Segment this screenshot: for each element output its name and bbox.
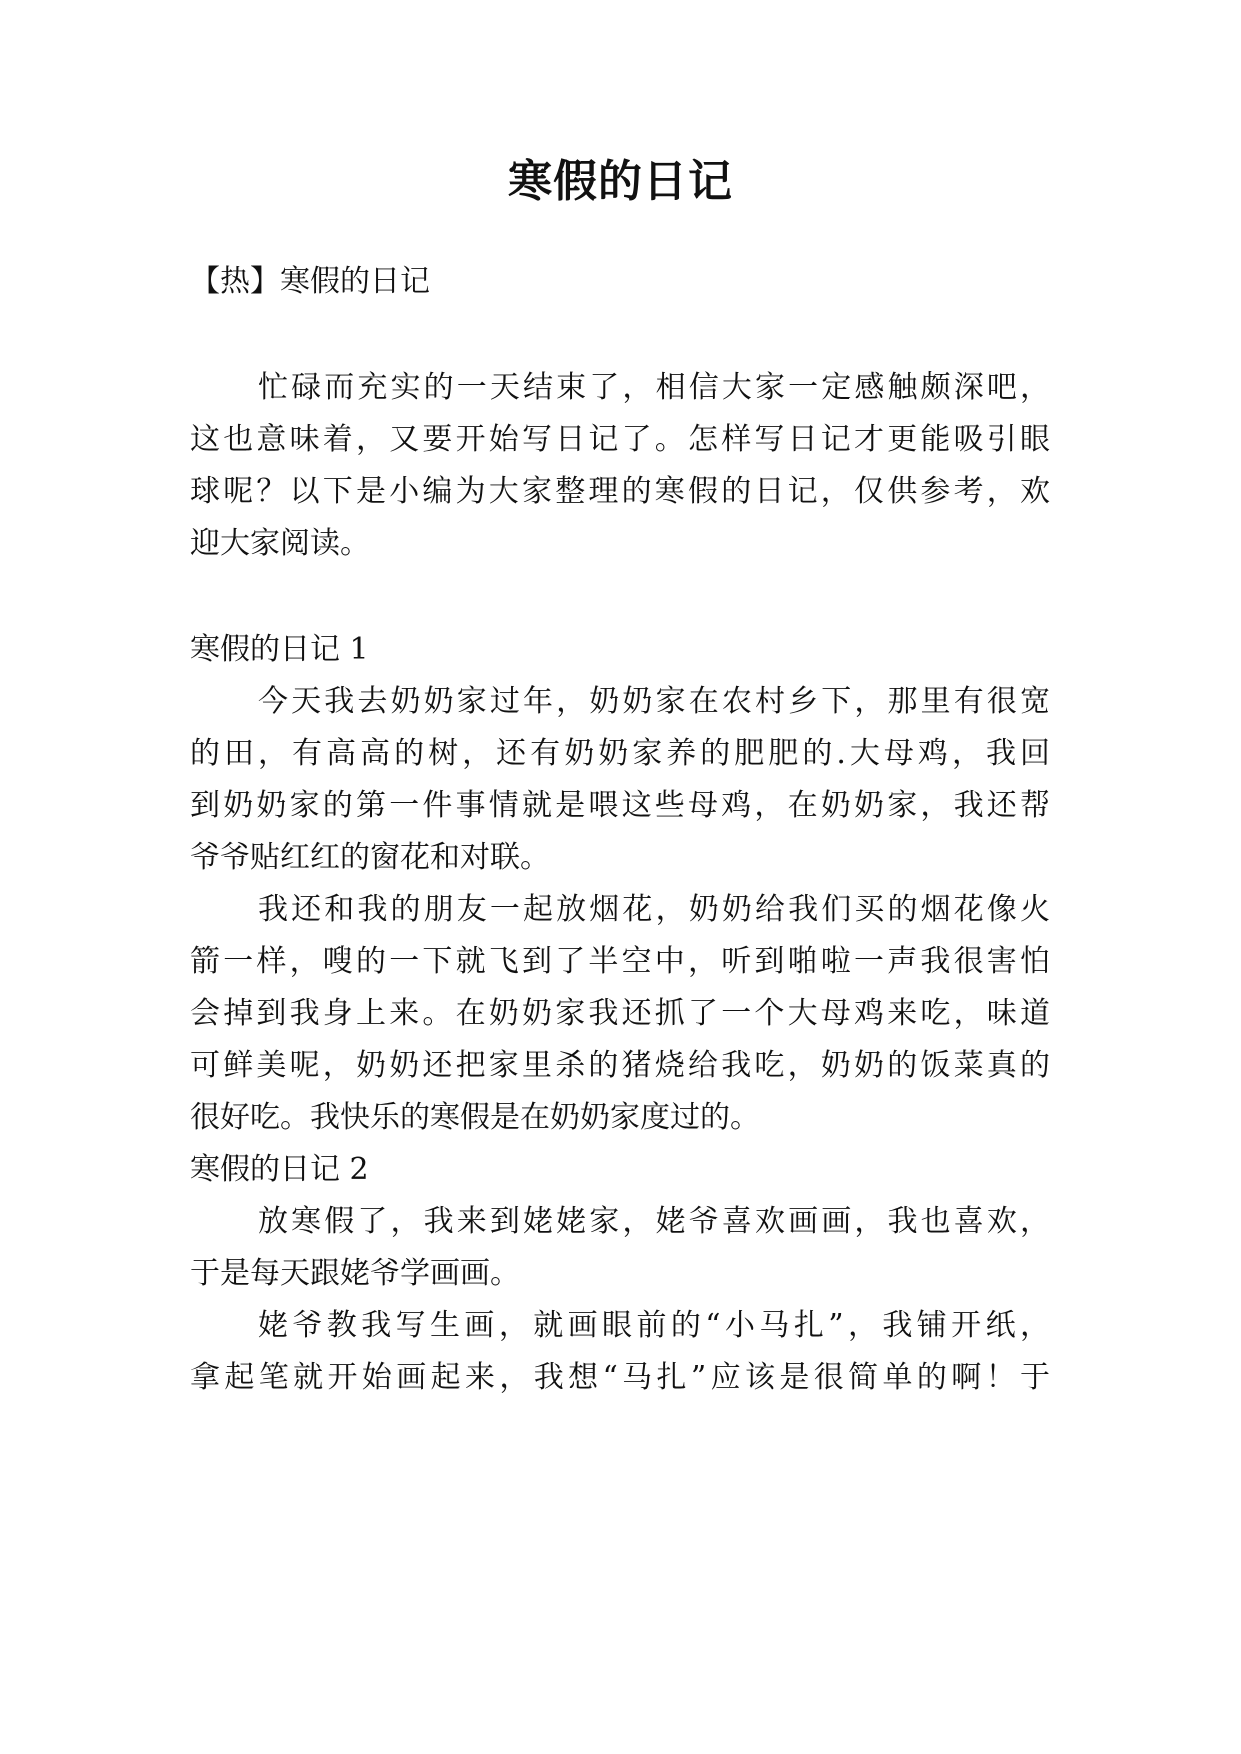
paragraph-line: 放寒假了，我来到姥姥家，姥爷喜欢画画，我也喜欢，: [258, 1204, 1050, 1239]
intro-line: 迎大家阅读。: [190, 526, 370, 561]
paragraph-line: 会掉到我身上来。在奶奶家我还抓了一个大母鸡来吃，味道: [190, 996, 1050, 1031]
section-heading: 寒假的日记 1: [190, 632, 369, 667]
paragraph-line: 拿起笔就开始画起来，我想“马扎”应该是很简单的啊！于: [190, 1360, 1050, 1395]
paragraph-line: 爷爷贴红红的窗花和对联。: [190, 840, 550, 875]
paragraph-line: 箭一样，嗖的一下就飞到了半空中，听到啪啦一声我很害怕: [190, 944, 1050, 979]
document-subtitle: 【热】寒假的日记: [190, 264, 430, 299]
paragraph-line: 可鲜美呢，奶奶还把家里杀的猪烧给我吃，奶奶的饭菜真的: [190, 1048, 1050, 1083]
intro-line: 这也意味着，又要开始写日记了。怎样写日记才更能吸引眼: [190, 422, 1050, 457]
paragraph-line: 的田，有高高的树，还有奶奶家养的肥肥的.大母鸡，我回: [190, 736, 1050, 771]
intro-line: 球呢？以下是小编为大家整理的寒假的日记，仅供参考，欢: [190, 474, 1050, 509]
paragraph-line: 到奶奶家的第一件事情就是喂这些母鸡，在奶奶家，我还帮: [190, 788, 1050, 823]
paragraph-line: 很好吃。我快乐的寒假是在奶奶家度过的。: [190, 1100, 760, 1135]
paragraph-line: 今天我去奶奶家过年，奶奶家在农村乡下，那里有很宽: [258, 684, 1050, 719]
paragraph-line: 我还和我的朋友一起放烟花，奶奶给我们买的烟花像火: [258, 892, 1050, 927]
paragraph-line: 于是每天跟姥爷学画画。: [190, 1256, 520, 1291]
document-title: 寒假的日记: [508, 156, 733, 207]
section-heading: 寒假的日记 2: [190, 1152, 369, 1187]
paragraph-line: 姥爷教我写生画，就画眼前的“小马扎”，我铺开纸，: [258, 1308, 1050, 1343]
intro-line: 忙碌而充实的一天结束了，相信大家一定感触颇深吧，: [258, 370, 1050, 405]
